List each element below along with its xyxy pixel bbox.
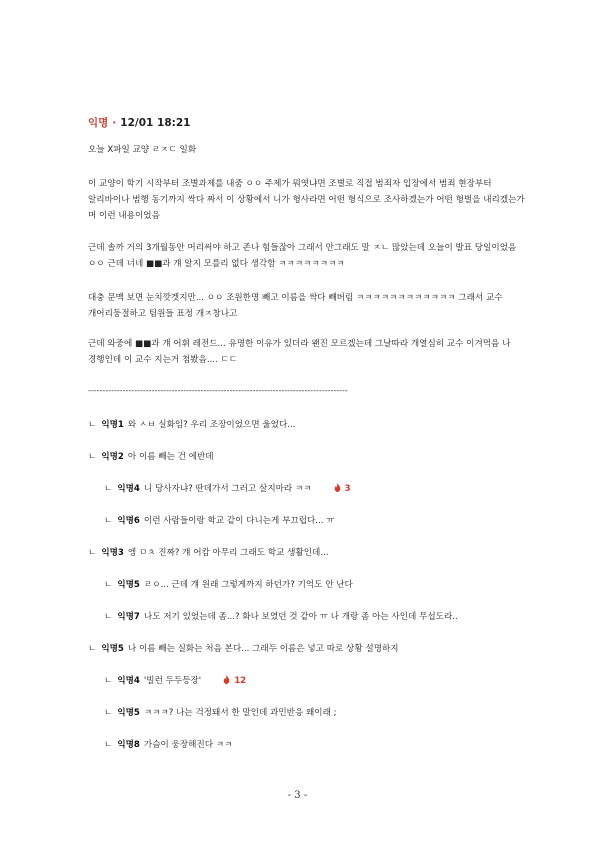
comment-7-reply — [104, 610, 458, 624]
reply-marker: ㄴ — [88, 452, 97, 462]
comment-text: 니 당사자냐? 딴데가서 그러고 살지마라 ㅋㅋ — [143, 484, 312, 494]
like-count[interactable] — [334, 484, 351, 494]
reply-marker: ㄴ — [104, 484, 113, 494]
like-count-value: 3 — [344, 484, 351, 494]
reply-marker: ㄴ — [88, 644, 97, 654]
post-paragraph-2: 이 교양이 학기 시작부터 조별과제를 내줌 ㅇㅇ 주제가 뭐엿냐면 조별로 직접 범죄자 입장에서 범죄 현장부터 알리바이나 범행 동기까지 싹다 짜서 이 상황에서 니가 형사라면 어떤 형식으로 조사하겠는가 어떤 형벌을 내리겠는가 머 이런 내용이었음 — [88, 179, 525, 221]
comment-9-reply — [104, 674, 246, 688]
post-author[interactable]: 익명 — [88, 117, 109, 129]
post-header — [88, 115, 190, 130]
reply-marker: ㄴ — [104, 676, 113, 686]
post-datetime: 12/01 18:21 — [120, 117, 191, 129]
comment-text: '빌런 두두등장' — [143, 676, 202, 686]
reply-marker: ㄴ — [104, 516, 113, 526]
section-divider: ------------------------------------------------------------------------------------------ — [88, 386, 348, 395]
comment-author[interactable]: 익명6 — [117, 516, 140, 526]
comment-text: 이런 사람들이랑 학교 같이 다니는게 부끄럽다... ㅠ — [143, 516, 335, 526]
comment-author[interactable]: 익명3 — [101, 548, 124, 558]
reply-marker: ㄴ — [104, 580, 113, 590]
comment-author[interactable]: 익명8 — [117, 740, 140, 750]
comment-10-reply — [104, 706, 337, 720]
comment-text: ㅋㅋㅋ? 나는 걱정돼서 한 말인데 과민반응 왜이래 ; — [143, 708, 337, 718]
comment-text: 엥 ㅁㅊ 진짜? 걔 어캄 아무리 그래도 학교 생활인데... — [127, 548, 329, 558]
page-number: - 3 - — [287, 790, 308, 801]
comment-text: 와 ㅅㅂ 실화임? 우리 조장이었으면 울었다... — [127, 420, 296, 430]
comment-text: 나 이름 빼는 실화는 처음 본다... 그래두 이름은 넣고 따로 상황 설명하지 — [127, 644, 399, 654]
comment-8 — [88, 642, 399, 656]
comment-author[interactable]: 익명2 — [101, 452, 124, 462]
comment-author[interactable]: 익명4 — [117, 676, 140, 686]
post-paragraph-3: 근데 솔까 거의 3개월동안 머리써야 하고 존나 힘들잖아 그래서 안그래도 말 ㅈㄴ 많았는데 오늘이 발표 당일이었음 ㅇㅇ 근데 너네 ■■과 걔 알지 모를리 없다 생각함 ㅋㅋㅋㅋㅋㅋㅋㅋ — [88, 243, 517, 269]
comment-author[interactable]: 익명5 — [117, 708, 140, 718]
like-count[interactable] — [223, 676, 246, 686]
comment-author[interactable]: 익명5 — [117, 580, 140, 590]
comment-4-reply — [104, 514, 335, 528]
comment-5 — [88, 546, 329, 560]
comment-author[interactable]: 익명4 — [117, 484, 140, 494]
comment-11-reply — [104, 738, 232, 752]
post-paragraph-4: 대충 문맥 보면 눈치깟겟지만... ㅇㅇ 조원한명 빼고 이름을 싹다 빼버림 ㅋㅋㅋㅋㅋㅋㅋㅋㅋㅋㅋㅋ 그래서 교수 개어리둥절하고 팀원들 표정 개ㅈ창나고 — [88, 293, 503, 319]
comment-3-reply — [104, 482, 351, 496]
header-separator: · — [112, 117, 117, 129]
post-paragraph-5: 근데 와중에 ■■과 걔 어휘 레전드... 유명한 이유가 있더라 왠진 모르겠는데 그날따라 개열심히 교수 이겨먹음 나 경행인데 이 교수 지는거 첨봤음.... ㄷㄷ — [88, 339, 511, 365]
comment-6-reply — [104, 578, 353, 592]
comment-text: ㄹㅇ... 근데 걔 원래 그렇게까지 하던가? 기억도 안 난다 — [143, 580, 353, 590]
post-paragraph-1: 오늘 X파일 교양 ㄹㅈㄷ 일화 — [88, 145, 197, 155]
reply-marker: ㄴ — [88, 420, 97, 430]
comment-text: 나도 저기 있었는데 좀...? 화나 보였던 것 같아 ㅠ 나 개랑 좀 아는 사인데 무섭도라.. — [143, 612, 458, 622]
comment-1 — [88, 418, 295, 432]
flame-icon — [223, 675, 230, 684]
comment-author[interactable]: 익명5 — [101, 644, 124, 654]
comment-author[interactable]: 익명1 — [101, 420, 124, 430]
comment-text: 아 이름 빼는 건 에반데 — [127, 452, 214, 462]
reply-marker: ㄴ — [104, 740, 113, 750]
comment-author[interactable]: 익명7 — [117, 612, 140, 622]
comment-text: 가슴이 웅장해진다 ㅋㅋ — [143, 740, 233, 750]
reply-marker: ㄴ — [104, 708, 113, 718]
comment-2 — [88, 450, 214, 464]
flame-icon — [334, 483, 341, 492]
reply-marker: ㄴ — [88, 548, 97, 558]
reply-marker: ㄴ — [104, 612, 113, 622]
like-count-value: 12 — [234, 676, 247, 686]
